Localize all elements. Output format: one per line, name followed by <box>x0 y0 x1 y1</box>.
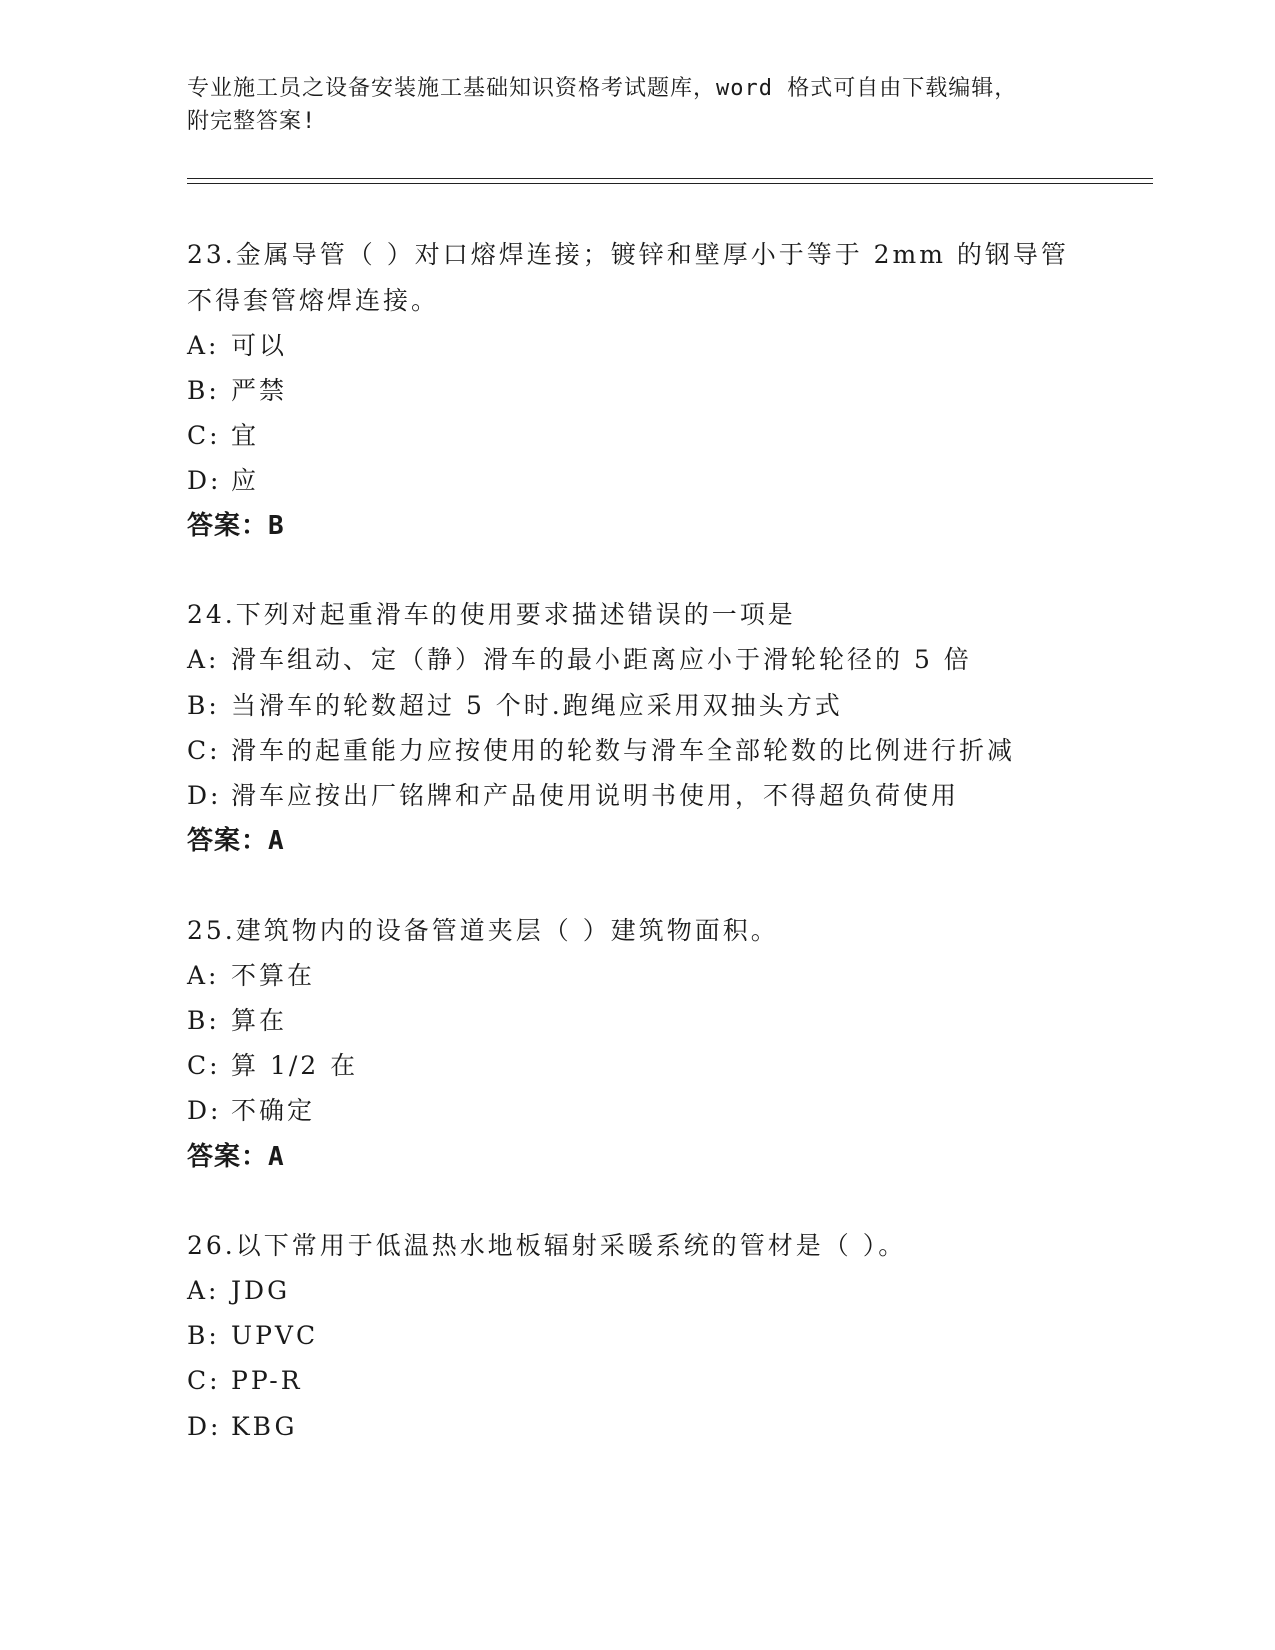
question-23-answer: 答案：B <box>187 511 285 541</box>
question-25-stem-line-1: 25.建筑物内的设备管道夹层（ ）建筑物面积。 <box>187 916 779 945</box>
question-23-option-b <box>187 374 287 408</box>
question-23-stem-line-2: 不得套管熔焊连接。 <box>187 286 440 315</box>
option-letter: B: <box>187 376 220 405</box>
option-text: 滑车的起重能力应按使用的轮数与滑车全部轮数的比例进行折减 <box>231 736 1016 765</box>
option-letter: A: <box>187 331 220 360</box>
option-text: 算在 <box>231 1006 288 1035</box>
option-letter: A: <box>187 1276 220 1305</box>
option-letter: C: <box>187 421 221 450</box>
option-text: 可以 <box>231 331 288 360</box>
question-24-option-a <box>187 643 972 677</box>
question-23-stem-line-1: 23.金属导管（ ）对口熔焊连接；镀锌和壁厚小于等于 2mm 的钢导管 <box>187 240 1069 269</box>
option-text: 不算在 <box>231 961 316 990</box>
question-24-option-d <box>187 779 959 813</box>
option-letter: B: <box>187 1006 220 1035</box>
option-text: 应 <box>231 466 260 495</box>
option-letter: D: <box>187 466 222 495</box>
option-letter: A: <box>187 961 220 990</box>
question-25-option-c <box>187 1049 358 1083</box>
question-26-stem-line-1: 26.以下常用于低温热水地板辐射采暖系统的管材是（ ）。 <box>187 1231 907 1260</box>
option-text: UPVC <box>231 1321 319 1350</box>
header-line-2: 附完整答案! <box>187 109 317 134</box>
option-letter: C: <box>187 1366 221 1395</box>
option-letter: A: <box>187 645 220 674</box>
option-letter: C: <box>187 736 221 765</box>
question-25-option-a <box>187 959 315 993</box>
option-text: 滑车组动、定（静）滑车的最小距离应小于滑轮轮径的 5 倍 <box>231 645 972 674</box>
option-text: 严禁 <box>231 376 288 405</box>
question-25-answer: 答案：A <box>187 1142 285 1172</box>
option-letter: D: <box>187 1096 222 1125</box>
question-23-option-d <box>187 464 259 498</box>
option-letter: D: <box>187 781 222 810</box>
option-text: 当滑车的轮数超过 5 个时.跑绳应采用双抽头方式 <box>231 691 843 720</box>
option-letter: B: <box>187 1321 220 1350</box>
option-text: 宜 <box>231 421 260 450</box>
question-23-option-c <box>187 419 259 453</box>
option-letter: C: <box>187 1051 221 1080</box>
question-26-option-b <box>187 1319 318 1353</box>
header-divider-top <box>187 178 1153 179</box>
question-25-option-d <box>187 1094 315 1128</box>
question-26-option-a <box>187 1274 290 1308</box>
option-text: PP-R <box>231 1366 303 1395</box>
option-text: KBG <box>231 1412 298 1441</box>
question-24-answer: 答案：A <box>187 826 285 856</box>
question-25-option-b <box>187 1004 287 1038</box>
header-line-1: 专业施工员之设备安装施工基础知识资格考试题库，word 格式可自由下载编辑， <box>187 76 1018 101</box>
document-header <box>187 72 1087 138</box>
question-24-option-c <box>187 734 1015 768</box>
option-text: 滑车应按出厂铭牌和产品使用说明书使用，不得超负荷使用 <box>231 781 960 810</box>
question-26-option-c <box>187 1364 303 1398</box>
option-text: 不确定 <box>231 1096 316 1125</box>
question-23-option-a <box>187 329 287 363</box>
question-24-option-b <box>187 689 843 723</box>
question-26-option-d <box>187 1410 297 1444</box>
option-text: JDG <box>231 1276 291 1305</box>
question-24-stem-line-1: 24.下列对起重滑车的使用要求描述错误的一项是 <box>187 600 796 629</box>
option-letter: D: <box>187 1412 222 1441</box>
option-letter: B: <box>187 691 220 720</box>
header-divider-bottom <box>187 183 1153 184</box>
option-text: 算 1/2 在 <box>231 1051 359 1080</box>
